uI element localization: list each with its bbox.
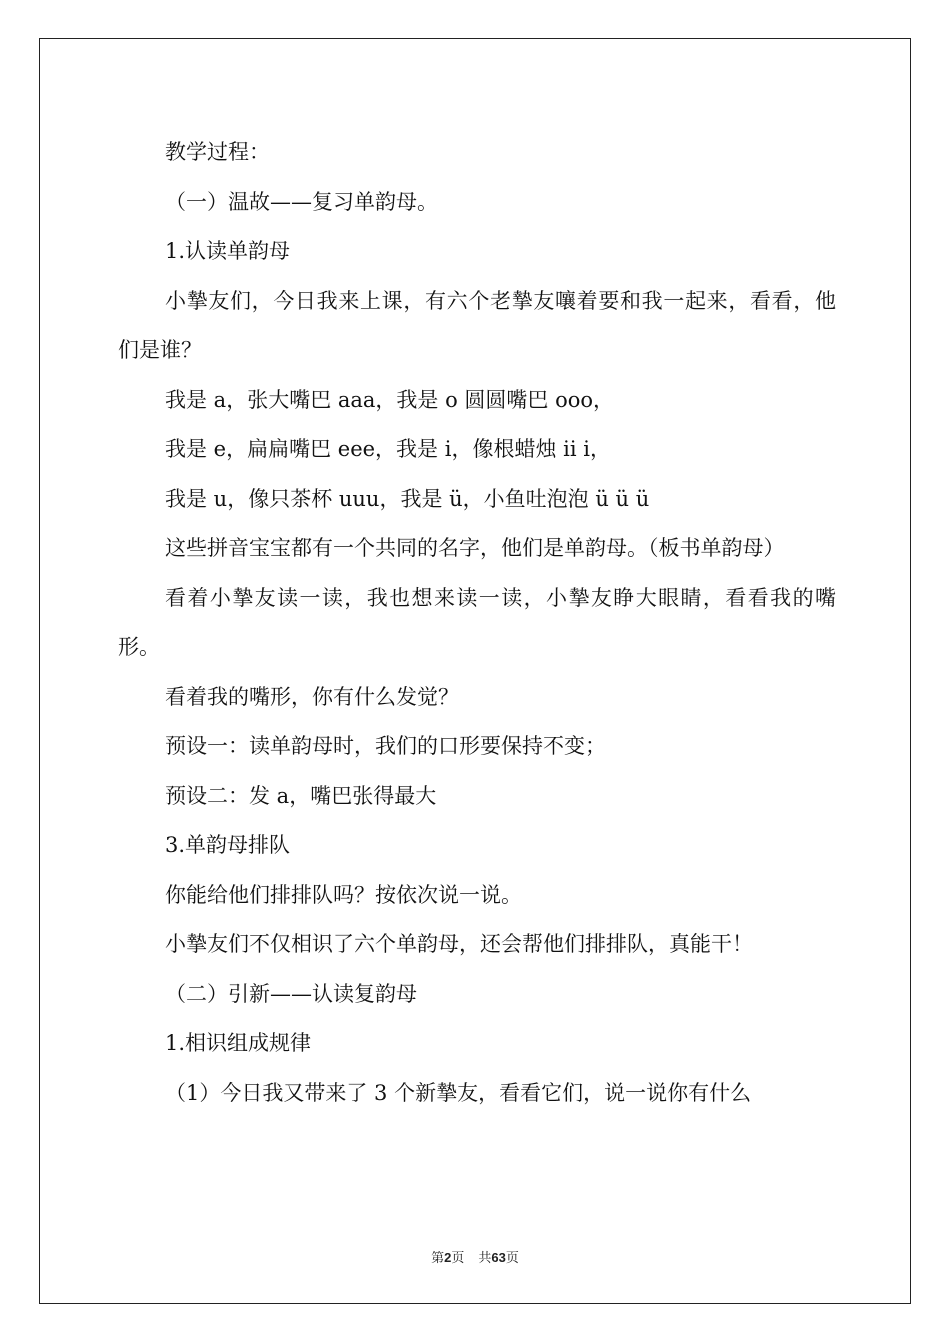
paragraph: 你能给他们排排队吗？按依次说一说。 <box>165 882 522 907</box>
paragraph: 1.相识组成规律 <box>165 1031 312 1055</box>
footer-page-suffix: 页 <box>451 1251 465 1266</box>
paragraph: 这些拼音宝宝都有一个共同的名字，他们是单韵母。（板书单韵母） <box>165 536 785 560</box>
paragraph: 看着小摯友读一读，我也想来读一读，小摯友睁大眼睛，看看我的嘴形。 <box>118 585 836 659</box>
paragraph: 预设一：读单韵母时，我们的口形要保持不变； <box>165 734 606 758</box>
paragraph: 看着我的嘴形，你有什么发觉？ <box>165 684 459 709</box>
current-page-number: 2 <box>444 1250 452 1265</box>
paragraph: 3.单韵母排队 <box>165 833 291 857</box>
paragraph: 我是 a，张大嘴巴 aaa，我是 o 圆圆嘴巴 ooo， <box>165 387 615 412</box>
paragraph: 小摯友们不仅相识了六个单韵母，还会帮他们排排队，真能干！ <box>165 932 753 956</box>
paragraph: （一）温故——复习单韵母。 <box>165 189 438 214</box>
document-body <box>118 128 836 1118</box>
paragraph: 我是 e，扁扁嘴巴 eee，我是 i，像根蜡烛 ii i， <box>165 437 611 461</box>
paragraph: （1）今日我又带来了 3 个新摯友，看看它们，说一说你有什么 <box>165 1080 752 1105</box>
footer-prefix: 第 <box>431 1251 445 1266</box>
paragraph: （二）引新——认读复韵母 <box>165 981 417 1006</box>
paragraph: 1.认读单韵母 <box>165 239 291 263</box>
paragraph: 预设二：发 a，嘴巴张得最大 <box>165 783 437 808</box>
page-footer <box>0 1247 950 1266</box>
total-page-count: 63 <box>491 1250 506 1265</box>
paragraph: 小摯友们，今日我来上课，有六个老摯友嚷着要和我一起来，看看，他们是谁？ <box>118 288 836 362</box>
paragraph: 我是 u，像只茶杯 uuu，我是 ü，小鱼吐泡泡 ü ü ü <box>165 486 650 511</box>
footer-total-suffix: 页 <box>505 1251 519 1266</box>
paragraph: 教学过程： <box>165 140 270 164</box>
footer-total-prefix: 共 <box>478 1251 492 1266</box>
